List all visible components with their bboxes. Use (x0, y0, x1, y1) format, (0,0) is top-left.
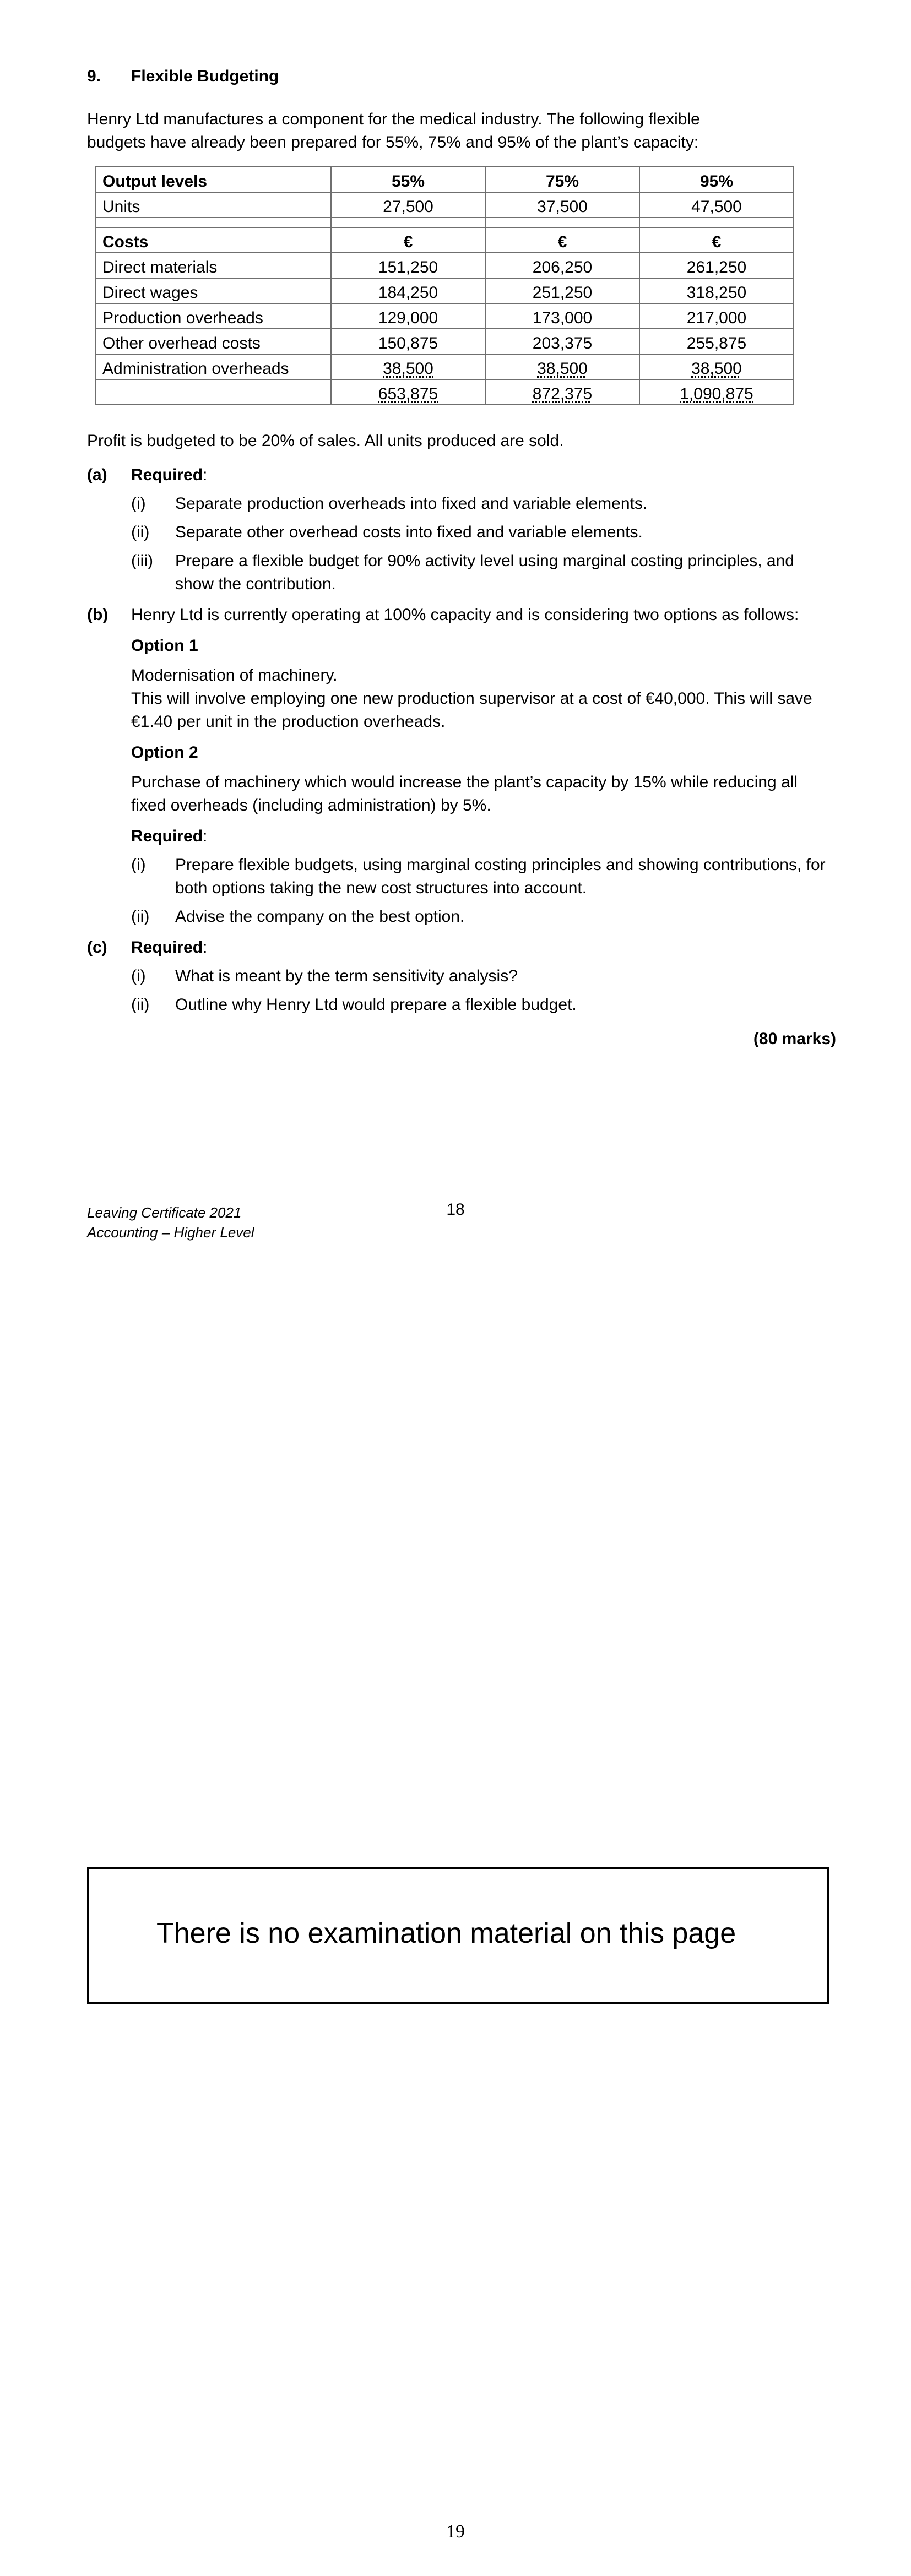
part-body (131, 936, 836, 1017)
question-intro: Henry Ltd manufactures a component for the medical industry. The following flexible budgets have already been prepared for 55%, 75% and 95% of the plant’s capacity: (87, 110, 700, 151)
page-number: 19 (446, 2521, 465, 2542)
table-cell: € (639, 227, 794, 253)
table-cell: 37,500 (485, 192, 639, 218)
table-row (95, 303, 794, 329)
required-heading: Required: (131, 938, 208, 957)
required-label: Required (131, 938, 203, 957)
underlined-value: 38,500 (383, 360, 433, 378)
no-material-notice: There is no examination material on this page (156, 1917, 736, 1949)
table-cell: Units (95, 192, 331, 218)
part-label: (a) (87, 466, 107, 484)
list-item (131, 521, 836, 544)
no-material-notice-box (87, 1867, 829, 2004)
part-body (131, 464, 836, 596)
table-cell: 150,875 (331, 329, 485, 354)
table-cell: Other overhead costs (95, 329, 331, 354)
list-item (131, 492, 836, 515)
table-spacer-cell (485, 218, 639, 227)
table-cell: 251,250 (485, 278, 639, 303)
option-2-text: Purchase of machinery which would increase the plant’s capacity by 15% while reducing all fixed overheads (including administration) by 5%. (131, 773, 798, 814)
table-cell: 261,250 (639, 253, 794, 278)
marks-total: (80 marks) (753, 1030, 836, 1048)
table-costs-header-row (95, 227, 794, 253)
item-text: Outline why Henry Ltd would prepare a flexible budget. (175, 996, 577, 1014)
table-cell: Direct materials (95, 253, 331, 278)
table-header-cell: 55% (331, 167, 485, 192)
table-cell: Administration overheads (95, 354, 331, 379)
item-number: (ii) (131, 996, 150, 1014)
table-cell (485, 379, 639, 405)
option-2-title: Option 2 (131, 743, 198, 762)
table-cell: 217,000 (639, 303, 794, 329)
table-cell (485, 354, 639, 379)
table-cell: 184,250 (331, 278, 485, 303)
table-cell (639, 379, 794, 405)
underlined-value: 38,500 (537, 360, 588, 378)
item-number: (i) (131, 967, 146, 985)
item-text: Prepare a flexible budget for 90% activity level using marginal costing principles, and show the contribution. (175, 552, 794, 593)
item-text: Advise the company on the best option. (175, 907, 465, 926)
table-cell: 47,500 (639, 192, 794, 218)
page-19 (0, 1288, 911, 2576)
item-number: (ii) (131, 523, 150, 541)
part-label: (c) (87, 938, 107, 957)
table-cell: € (485, 227, 639, 253)
option-1-title: Option 1 (131, 637, 198, 655)
table-row-units (95, 192, 794, 218)
table-total-row (95, 379, 794, 405)
required-heading: Required: (131, 827, 208, 845)
table-cell (639, 354, 794, 379)
total-value: 1,090,875 (680, 385, 753, 403)
list-item (131, 854, 836, 900)
item-text: What is meant by the term sensitivity analysis? (175, 967, 518, 985)
list-item (131, 965, 836, 988)
required-label: Required (131, 466, 203, 484)
table-cell (331, 354, 485, 379)
item-text: Prepare flexible budgets, using marginal costing principles and showing contributions, for both options taking the new cost structures into account. (175, 856, 826, 897)
table-cell: 203,375 (485, 329, 639, 354)
table-cell: 206,250 (485, 253, 639, 278)
item-number: (i) (131, 494, 146, 513)
table-cell: Costs (95, 227, 331, 253)
question-heading (87, 65, 836, 88)
total-value: 653,875 (378, 385, 438, 403)
question-9 (87, 65, 836, 1051)
question-title: Flexible Budgeting (131, 67, 279, 85)
profit-note: Profit is budgeted to be 20% of sales. All units produced are sold. (87, 432, 564, 450)
table-row (95, 278, 794, 303)
flexible-budget-table (95, 166, 794, 405)
list-item (131, 993, 836, 1017)
total-value: 872,375 (532, 385, 593, 403)
table-spacer-cell (331, 218, 485, 227)
table-header-cell: 75% (485, 167, 639, 192)
table-cell: 255,875 (639, 329, 794, 354)
table-cell: Production overheads (95, 303, 331, 329)
item-number: (iii) (131, 552, 153, 570)
table-cell: 318,250 (639, 278, 794, 303)
part-a (87, 464, 836, 596)
item-text: Separate production overheads into fixed and variable elements. (175, 494, 648, 513)
part-c (87, 936, 836, 1017)
option-1-line-1: Modernisation of machinery. (131, 666, 338, 684)
table-spacer-cell (639, 218, 794, 227)
table-cell: 151,250 (331, 253, 485, 278)
table-row (95, 253, 794, 278)
list-item (131, 905, 836, 928)
table-spacer-row (95, 218, 794, 227)
list-item (131, 550, 836, 596)
part-body (131, 604, 836, 928)
table-cell: 173,000 (485, 303, 639, 329)
underlined-value: 38,500 (691, 360, 742, 378)
table-cell: Direct wages (95, 278, 331, 303)
table-cell: € (331, 227, 485, 253)
table-header-cell: 95% (639, 167, 794, 192)
table-spacer-cell (95, 218, 331, 227)
required-heading: Required: (131, 466, 208, 484)
part-intro: Henry Ltd is currently operating at 100% capacity and is considering two options as follows: (131, 606, 799, 624)
table-cell: 27,500 (331, 192, 485, 218)
table-row (95, 354, 794, 379)
page-number: 18 (446, 1200, 465, 1219)
part-b (87, 604, 836, 928)
table-cell (331, 379, 485, 405)
part-label: (b) (87, 606, 109, 624)
item-text: Separate other overhead costs into fixed and variable elements. (175, 523, 643, 541)
table-cell: 129,000 (331, 303, 485, 329)
footer-line-2: Accounting – Higher Level (87, 1224, 254, 1241)
table-header-row (95, 167, 794, 192)
footer-line-1: Leaving Certificate 2021 (87, 1204, 242, 1221)
option-1-line-2: This will involve employing one new production supervisor at a cost of €40,000. This will save €1.40 per unit in the production overheads. (131, 689, 812, 731)
required-label: Required (131, 827, 203, 845)
table-cell (95, 379, 331, 405)
item-number: (ii) (131, 907, 150, 926)
item-number: (i) (131, 856, 146, 874)
question-number: 9. (87, 67, 101, 85)
table-row (95, 329, 794, 354)
table-header-cell: Output levels (95, 167, 331, 192)
